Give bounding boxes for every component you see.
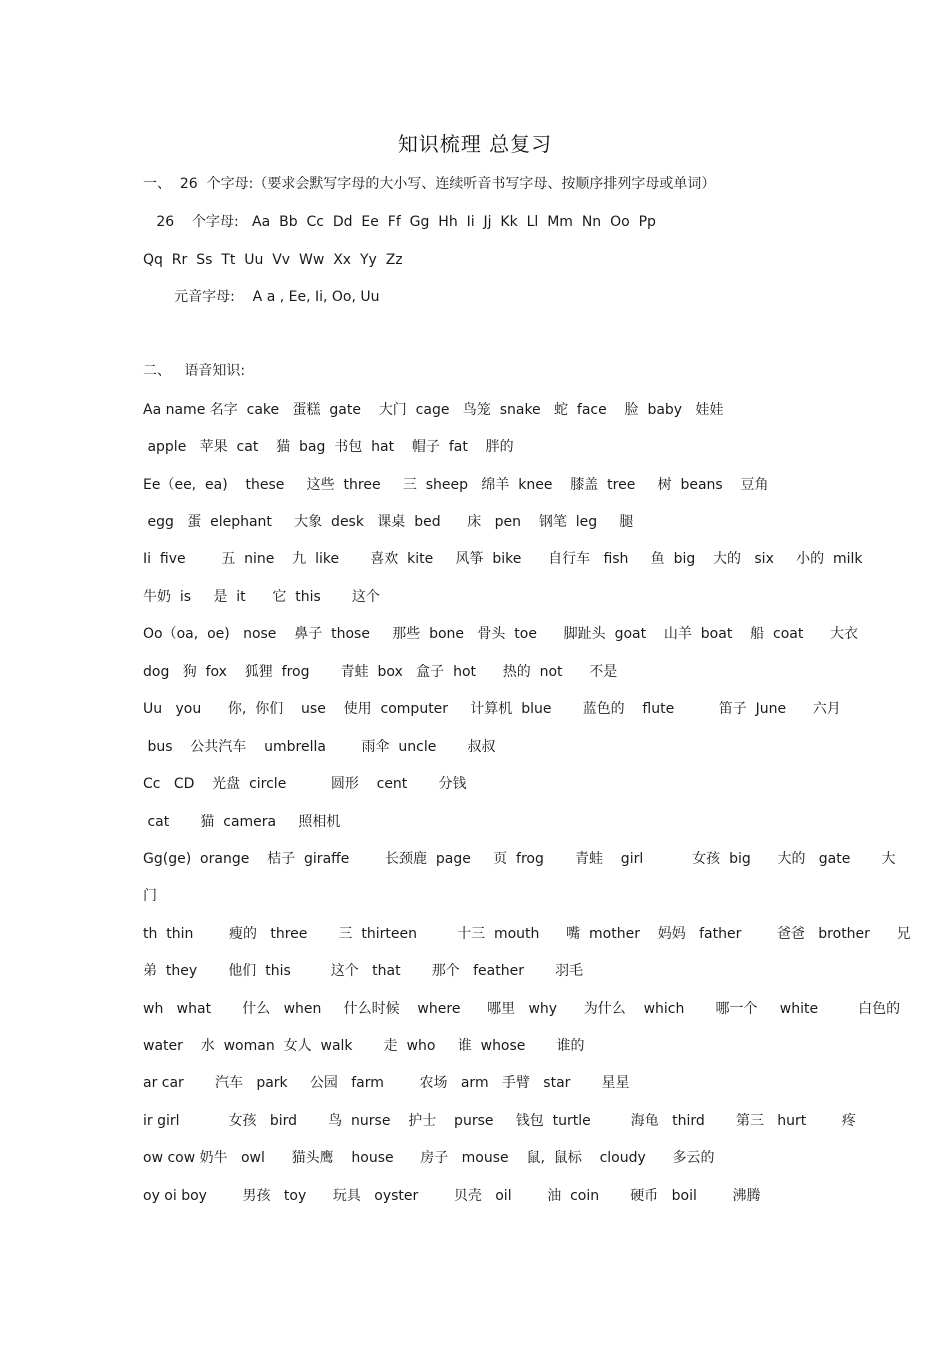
phonics-line: apple 苹果 cat 猫 bag 书包 hat 帽子 fat 胖的 [143,439,514,455]
phonics-line: egg 蛋 elephant 大象 desk 课桌 bed 床 pen 钢笔 leg 腿 [143,514,634,530]
phonics-line: oy oi boy 男孩 toy 玩具 oyster 贝壳 oil 油 coin 硬币 boil 沸腾 [143,1188,761,1204]
phonics-line: Cc CD 光盘 circle 圆形 cent 分钱 [143,776,467,792]
phonics-line: wh what 什么 when 什么时候 where 哪里 why 为什么 which 哪一个 white 白色的 [143,1001,901,1017]
phonics-line: ar car 汽车 park 公园 farm 农场 arm 手臂 star 星星 [143,1075,630,1091]
alphabet-line-2: Qq Rr Ss Tt Uu Vv Ww Xx Yy Zz [143,252,403,268]
phonics-line: ow cow 奶牛 owl 猫头鹰 house 房子 mouse 鼠, 鼠标 cloudy 多云的 [143,1150,715,1166]
phonics-line: Gg(ge) orange 桔子 giraffe 长颈鹿 page 页 frog 青蛙 girl 女孩 big 大的 gate 大 [143,851,896,867]
page-title: 知识梳理 总复习 [397,132,553,156]
phonics-line: 门 [143,888,157,904]
phonics-line: bus 公共汽车 umbrella 雨伞 uncle 叔叔 [143,739,496,755]
phonics-line: Uu you 你, 你们 use 使用 computer 计算机 blue 蓝色的 flute 笛子 June 六月 [143,701,841,717]
alphabet-line-1: 26 个字母: Aa Bb Cc Dd Ee Ff Gg Hh Ii Jj Kk Ll Mm Nn Oo Pp [143,214,656,230]
phonics-line: 牛奶 is 是 it 它 this 这个 [143,589,380,605]
section-1-heading: 一、 26 个字母:（要求会默写字母的大小写、连续听音书写字母、按顺序排列字母或单词） [143,176,716,192]
phonics-line: dog 狗 fox 狐狸 frog 青蛙 box 盒子 hot 热的 not 不是 [143,664,618,680]
phonics-line: 弟 they 他们 this 这个 that 那个 feather 羽毛 [143,963,584,979]
phonics-line: Ee（ee, ea) these 这些 three 三 sheep 绵羊 knee 膝盖 tree 树 beans 豆角 [143,477,769,493]
phonics-line: cat 猫 camera 照相机 [143,814,341,830]
phonics-line: Oo（oa, oe) nose 鼻子 those 那些 bone 骨头 toe 脚趾头 goat 山羊 boat 船 coat 大衣 [143,626,859,642]
phonics-line: water 水 woman 女人 walk 走 who 谁 whose 谁的 [143,1038,585,1054]
phonics-line: ir girl 女孩 bird 鸟 nurse 护士 purse 钱包 turtle 海龟 third 第三 hurt 疼 [143,1113,856,1129]
section-2-heading: 二、 语音知识: [143,363,246,379]
phonics-line: Ii five 五 nine 九 like 喜欢 kite 风筝 bike 自行车 fish 鱼 big 大的 six 小的 milk [143,551,863,567]
phonics-line: th thin 瘦的 three 三 thirteen 十三 mouth 嘴 mother 妈妈 father 爸爸 brother 兄 [143,926,911,942]
phonics-line: Aa name 名字 cake 蛋糕 gate 大门 cage 鸟笼 snake 蛇 face 脸 baby 娃娃 [143,402,724,418]
vowels-line: 元音字母: A a , Ee, Ii, Oo, Uu [143,289,380,305]
